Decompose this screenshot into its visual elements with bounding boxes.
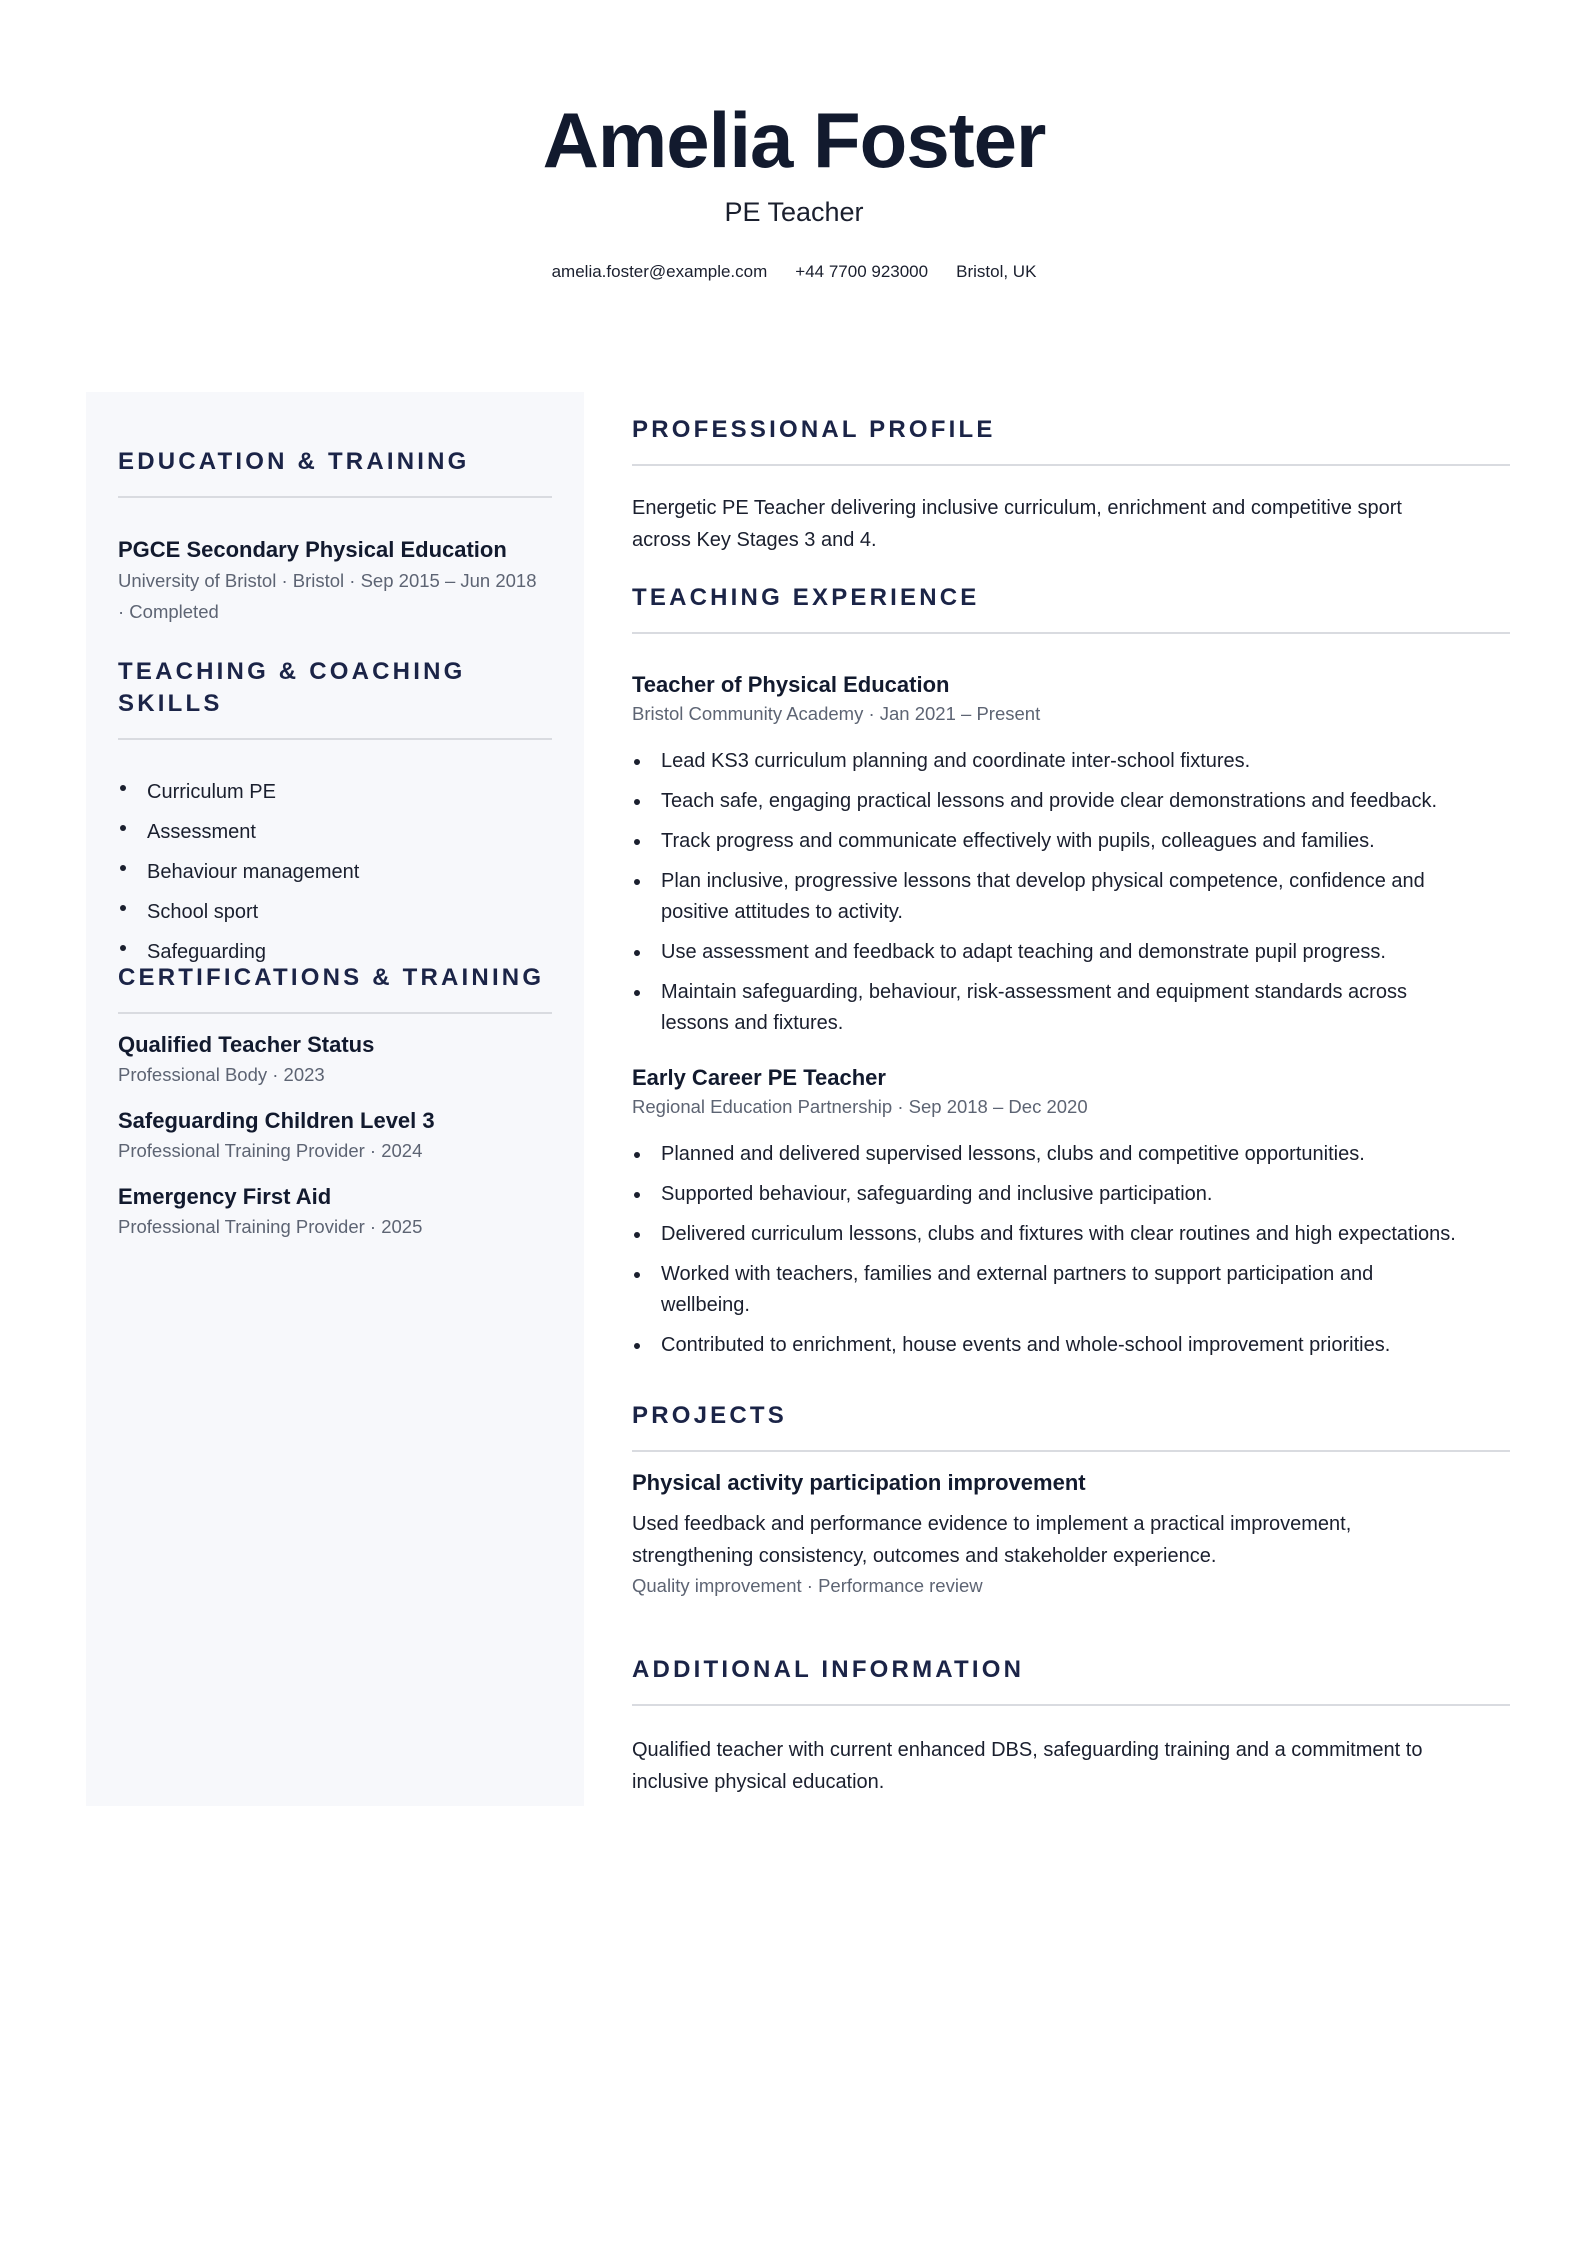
projects-section: [632, 1400, 1510, 1600]
job-bullet: Plan inclusive, progressive lessons that develop physical competence, confidence and positive attitudes to activity.: [632, 866, 1510, 928]
certification-name: Emergency First Aid: [118, 1184, 332, 1209]
skills-heading: TEACHING & COACHING SKILLS: [118, 658, 466, 717]
experience-divider: [632, 632, 1510, 634]
additional-text-line: inclusive physical education.: [632, 1771, 885, 1793]
skills-list: [118, 772, 552, 972]
job-bullets: [632, 1139, 1510, 1361]
education-meta: University of Bristol · Bristol · Sep 2015 – Jun 2018: [118, 570, 537, 591]
certifications-section: [118, 962, 552, 1242]
skill-item: Assessment: [118, 812, 552, 852]
project-description-line: strengthening consistency, outcomes and stakeholder experience.: [632, 1545, 1217, 1567]
additional-text-line: Qualified teacher with current enhanced DBS, safeguarding training and a commitment to: [632, 1739, 1423, 1761]
profile-divider: [632, 464, 1510, 466]
project-tags: Quality improvement · Performance review: [632, 1575, 983, 1596]
profile-heading: PROFESSIONAL PROFILE: [632, 416, 996, 443]
job-title: Early Career PE Teacher: [632, 1065, 886, 1090]
job-bullet: Track progress and communicate effectively with pupils, colleagues and families.: [632, 826, 1510, 857]
skill-item: Behaviour management: [118, 852, 552, 892]
skills-divider: [118, 738, 552, 740]
experience-heading: TEACHING EXPERIENCE: [632, 584, 980, 611]
additional-divider: [632, 1704, 1510, 1706]
sidebar-panel: [86, 392, 584, 1806]
job-bullet: Worked with teachers, families and external partners to support participation and wellbeing.: [632, 1259, 1510, 1321]
job-bullet: Supported behaviour, safeguarding and inclusive participation.: [632, 1179, 1510, 1210]
certification-name: Qualified Teacher Status: [118, 1032, 375, 1057]
job-bullet: Contributed to enrichment, house events and whole-school improvement priorities.: [632, 1330, 1510, 1361]
project-description-line: Used feedback and performance evidence to implement a practical improvement,: [632, 1513, 1352, 1535]
certification-name: Safeguarding Children Level 3: [118, 1108, 435, 1133]
job-title: Teacher of Physical Education: [632, 672, 950, 697]
job-title: PE Teacher: [724, 197, 864, 227]
education-divider: [118, 496, 552, 498]
certification-meta: Professional Training Provider · 2025: [118, 1216, 423, 1237]
job-bullet: Lead KS3 curriculum planning and coordinate inter-school fixtures.: [632, 746, 1510, 777]
location-text: Bristol, UK: [956, 262, 1037, 281]
job-meta: Bristol Community Academy · Jan 2021 – Present: [632, 703, 1041, 724]
candidate-name: Amelia Foster: [542, 96, 1046, 184]
job-bullets: [632, 746, 1510, 1039]
job-bullet: Planned and delivered supervised lessons, clubs and competitive opportunities.: [632, 1139, 1510, 1170]
contact-line: [0, 258, 1588, 286]
skill-item: School sport: [118, 892, 552, 932]
additional-section: [632, 1654, 1510, 1798]
certifications-divider: [118, 1012, 552, 1014]
education-heading: EDUCATION & TRAINING: [118, 448, 470, 475]
skill-item: Curriculum PE: [118, 772, 552, 812]
job-bullet: Use assessment and feedback to adapt teaching and demonstrate pupil progress.: [632, 937, 1510, 968]
experience-section: [632, 582, 1510, 1361]
job-bullet: Maintain safeguarding, behaviour, risk-assessment and equipment standards across lessons and fixtures.: [632, 977, 1510, 1039]
job-bullet: Delivered curriculum lessons, clubs and fixtures with clear routines and high expectations.: [632, 1219, 1510, 1250]
skill-item: Safeguarding: [118, 932, 552, 972]
project-name: Physical activity participation improvement: [632, 1470, 1086, 1495]
job-meta: Regional Education Partnership · Sep 2018 – Dec 2020: [632, 1096, 1088, 1117]
phone-text: +44 7700 923000: [795, 262, 929, 281]
job-bullet: Teach safe, engaging practical lessons and provide clear demonstrations and feedback.: [632, 786, 1510, 817]
education-status: · Completed: [118, 601, 219, 622]
certification-meta: Professional Training Provider · 2024: [118, 1140, 423, 1161]
certifications-heading: CERTIFICATIONS & TRAINING: [118, 964, 545, 991]
education-section: [118, 446, 552, 627]
profile-text-line: Energetic PE Teacher delivering inclusive curriculum, enrichment and competitive sport: [632, 497, 1402, 519]
skills-section: [118, 656, 552, 972]
projects-heading: PROJECTS: [632, 1402, 787, 1429]
certification-meta: Professional Body · 2023: [118, 1064, 325, 1085]
profile-text-line: across Key Stages 3 and 4.: [632, 529, 877, 551]
education-degree: PGCE Secondary Physical Education: [118, 537, 507, 562]
projects-divider: [632, 1450, 1510, 1452]
additional-heading: ADDITIONAL INFORMATION: [632, 1656, 1025, 1683]
email-text: amelia.foster@example.com: [551, 262, 768, 281]
profile-section: [632, 414, 1510, 556]
